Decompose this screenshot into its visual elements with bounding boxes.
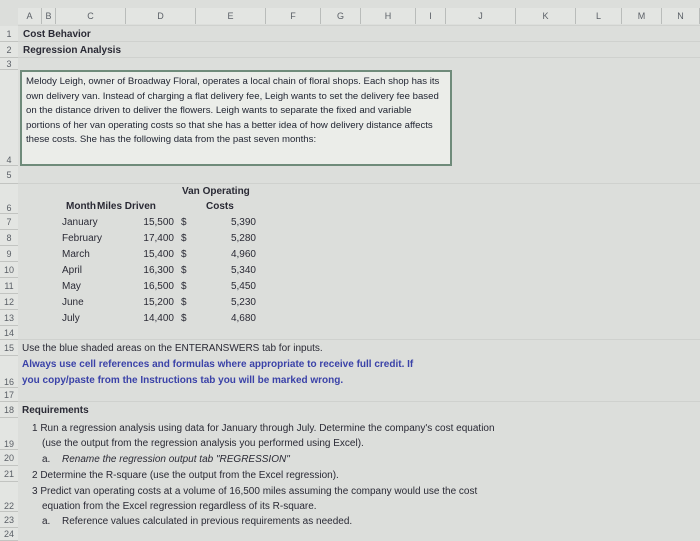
month-cell[interactable]: March	[62, 249, 90, 260]
month-cell[interactable]: April	[62, 265, 83, 276]
row-header[interactable]: 9	[0, 246, 18, 262]
month-cell[interactable]: July	[62, 313, 80, 324]
row-header[interactable]: 14	[0, 326, 18, 340]
miles-header[interactable]: Miles Driven	[97, 201, 156, 212]
requirement-3a-marker[interactable]: a.	[42, 516, 51, 527]
miles-cell[interactable]: 15,500	[143, 217, 174, 228]
requirement-1a[interactable]: Rename the regression output tab "REGRESSION"	[62, 454, 290, 465]
month-cell[interactable]: May	[62, 281, 81, 292]
row-header[interactable]: 15	[0, 340, 18, 356]
costs-header-line2[interactable]: Costs	[206, 201, 234, 212]
column-header-a[interactable]: A	[18, 8, 42, 24]
cost-cell[interactable]: 5,230	[230, 297, 256, 308]
cost-cell[interactable]: 4,960	[230, 249, 256, 260]
costs-header-line1[interactable]: Van Operating	[182, 186, 250, 197]
row-header[interactable]: 22	[0, 482, 18, 512]
row-header[interactable]: 4	[0, 70, 18, 166]
currency-cell[interactable]: $	[181, 297, 187, 308]
requirement-2[interactable]: 2 Determine the R-square (use the output from the Excel regression).	[32, 470, 339, 481]
row-header[interactable]: 24	[0, 528, 18, 541]
column-header-j[interactable]: J	[446, 8, 516, 24]
description-text: Melody Leigh, owner of Broadway Floral, operates a local chain of floral shops. Each shop has its own delivery van. Instead of charging a flat delivery fee, Leigh wants to set the delivery fee based on the distance driven to deliver the flowers. Leigh wants to separate the fixed and variable portions of her van operating costs so that she has a better idea of how delivery distance affects these costs. She has the following data from the past seven months:	[26, 76, 440, 145]
instructions-line1[interactable]: Use the blue shaded areas on the ENTERANSWERS tab for inputs.	[22, 343, 323, 354]
requirement-3-line1[interactable]: 3 Predict van operating costs at a volume of 16,500 miles assuming the company would use the cost	[32, 486, 478, 497]
requirement-1-line1[interactable]: 1 Run a regression analysis using data for January through July. Determine the company's cost equation	[32, 423, 495, 434]
cost-cell[interactable]: 4,680	[230, 313, 256, 324]
column-header-k[interactable]: K	[516, 8, 576, 24]
row-header[interactable]: 3	[0, 58, 18, 70]
row-header[interactable]: 20	[0, 450, 18, 466]
month-cell[interactable]: June	[62, 297, 84, 308]
row-header[interactable]: 12	[0, 294, 18, 310]
column-header-i[interactable]: I	[416, 8, 446, 24]
column-header-l[interactable]: L	[576, 8, 622, 24]
requirement-3-line2[interactable]: equation from the Excel regression regardless of its R-square.	[42, 501, 317, 512]
row-header[interactable]: 2	[0, 42, 18, 58]
row-header[interactable]: 13	[0, 310, 18, 326]
requirement-1-line2[interactable]: (use the output from the regression analysis you performed using Excel).	[42, 438, 364, 449]
column-header-f[interactable]: F	[266, 8, 321, 24]
row-header[interactable]: 16	[0, 356, 18, 388]
currency-cell[interactable]: $	[181, 265, 187, 276]
column-header-m[interactable]: M	[622, 8, 662, 24]
column-header-b[interactable]: B	[42, 8, 56, 24]
row-header[interactable]: 1	[0, 26, 18, 42]
row-header[interactable]: 7	[0, 214, 18, 230]
row-header[interactable]: 18	[0, 402, 18, 418]
row-header[interactable]: 6	[0, 184, 18, 214]
currency-cell[interactable]: $	[181, 217, 187, 228]
miles-cell[interactable]: 15,400	[143, 249, 174, 260]
miles-cell[interactable]: 14,400	[143, 313, 174, 324]
miles-cell[interactable]: 17,400	[143, 233, 174, 244]
column-header-d[interactable]: D	[126, 8, 196, 24]
currency-cell[interactable]: $	[181, 281, 187, 292]
cost-cell[interactable]: 5,390	[230, 217, 256, 228]
month-header[interactable]: Month	[66, 201, 96, 212]
row-header[interactable]: 11	[0, 278, 18, 294]
instructions-line3[interactable]: you copy/paste from the Instructions tab you will be marked wrong.	[22, 375, 344, 386]
row-header[interactable]: 5	[0, 166, 18, 184]
cost-cell[interactable]: 5,340	[230, 265, 256, 276]
miles-cell[interactable]: 16,300	[143, 265, 174, 276]
requirements-heading[interactable]: Requirements	[22, 405, 89, 416]
miles-cell[interactable]: 16,500	[143, 281, 174, 292]
month-cell[interactable]: February	[62, 233, 103, 244]
currency-cell[interactable]: $	[181, 313, 187, 324]
instructions-line2[interactable]: Always use cell references and formulas where appropriate to receive full credit. If	[22, 359, 414, 370]
cost-cell[interactable]: 5,450	[230, 281, 256, 292]
month-cell[interactable]: January	[62, 217, 98, 228]
row-header[interactable]: 23	[0, 512, 18, 528]
column-header-h[interactable]: H	[361, 8, 416, 24]
row-header[interactable]: 21	[0, 466, 18, 482]
title-cell[interactable]: Cost Behavior	[23, 29, 91, 40]
miles-cell[interactable]: 15,200	[143, 297, 174, 308]
description-textbox[interactable]	[20, 70, 452, 166]
column-header-g[interactable]: G	[321, 8, 361, 24]
column-header-n[interactable]: N	[662, 8, 700, 24]
row-header[interactable]: 19	[0, 418, 18, 450]
cost-cell[interactable]: 5,280	[230, 233, 256, 244]
requirement-3a[interactable]: Reference values calculated in previous requirements as needed.	[62, 516, 353, 527]
row-header[interactable]: 10	[0, 262, 18, 278]
column-header-e[interactable]: E	[196, 8, 266, 24]
row-header[interactable]: 17	[0, 388, 18, 402]
currency-cell[interactable]: $	[181, 233, 187, 244]
row-header[interactable]: 8	[0, 230, 18, 246]
currency-cell[interactable]: $	[181, 249, 187, 260]
requirement-1a-marker[interactable]: a.	[42, 454, 51, 465]
column-header-c[interactable]: C	[56, 8, 126, 24]
subtitle-cell[interactable]: Regression Analysis	[23, 45, 122, 56]
